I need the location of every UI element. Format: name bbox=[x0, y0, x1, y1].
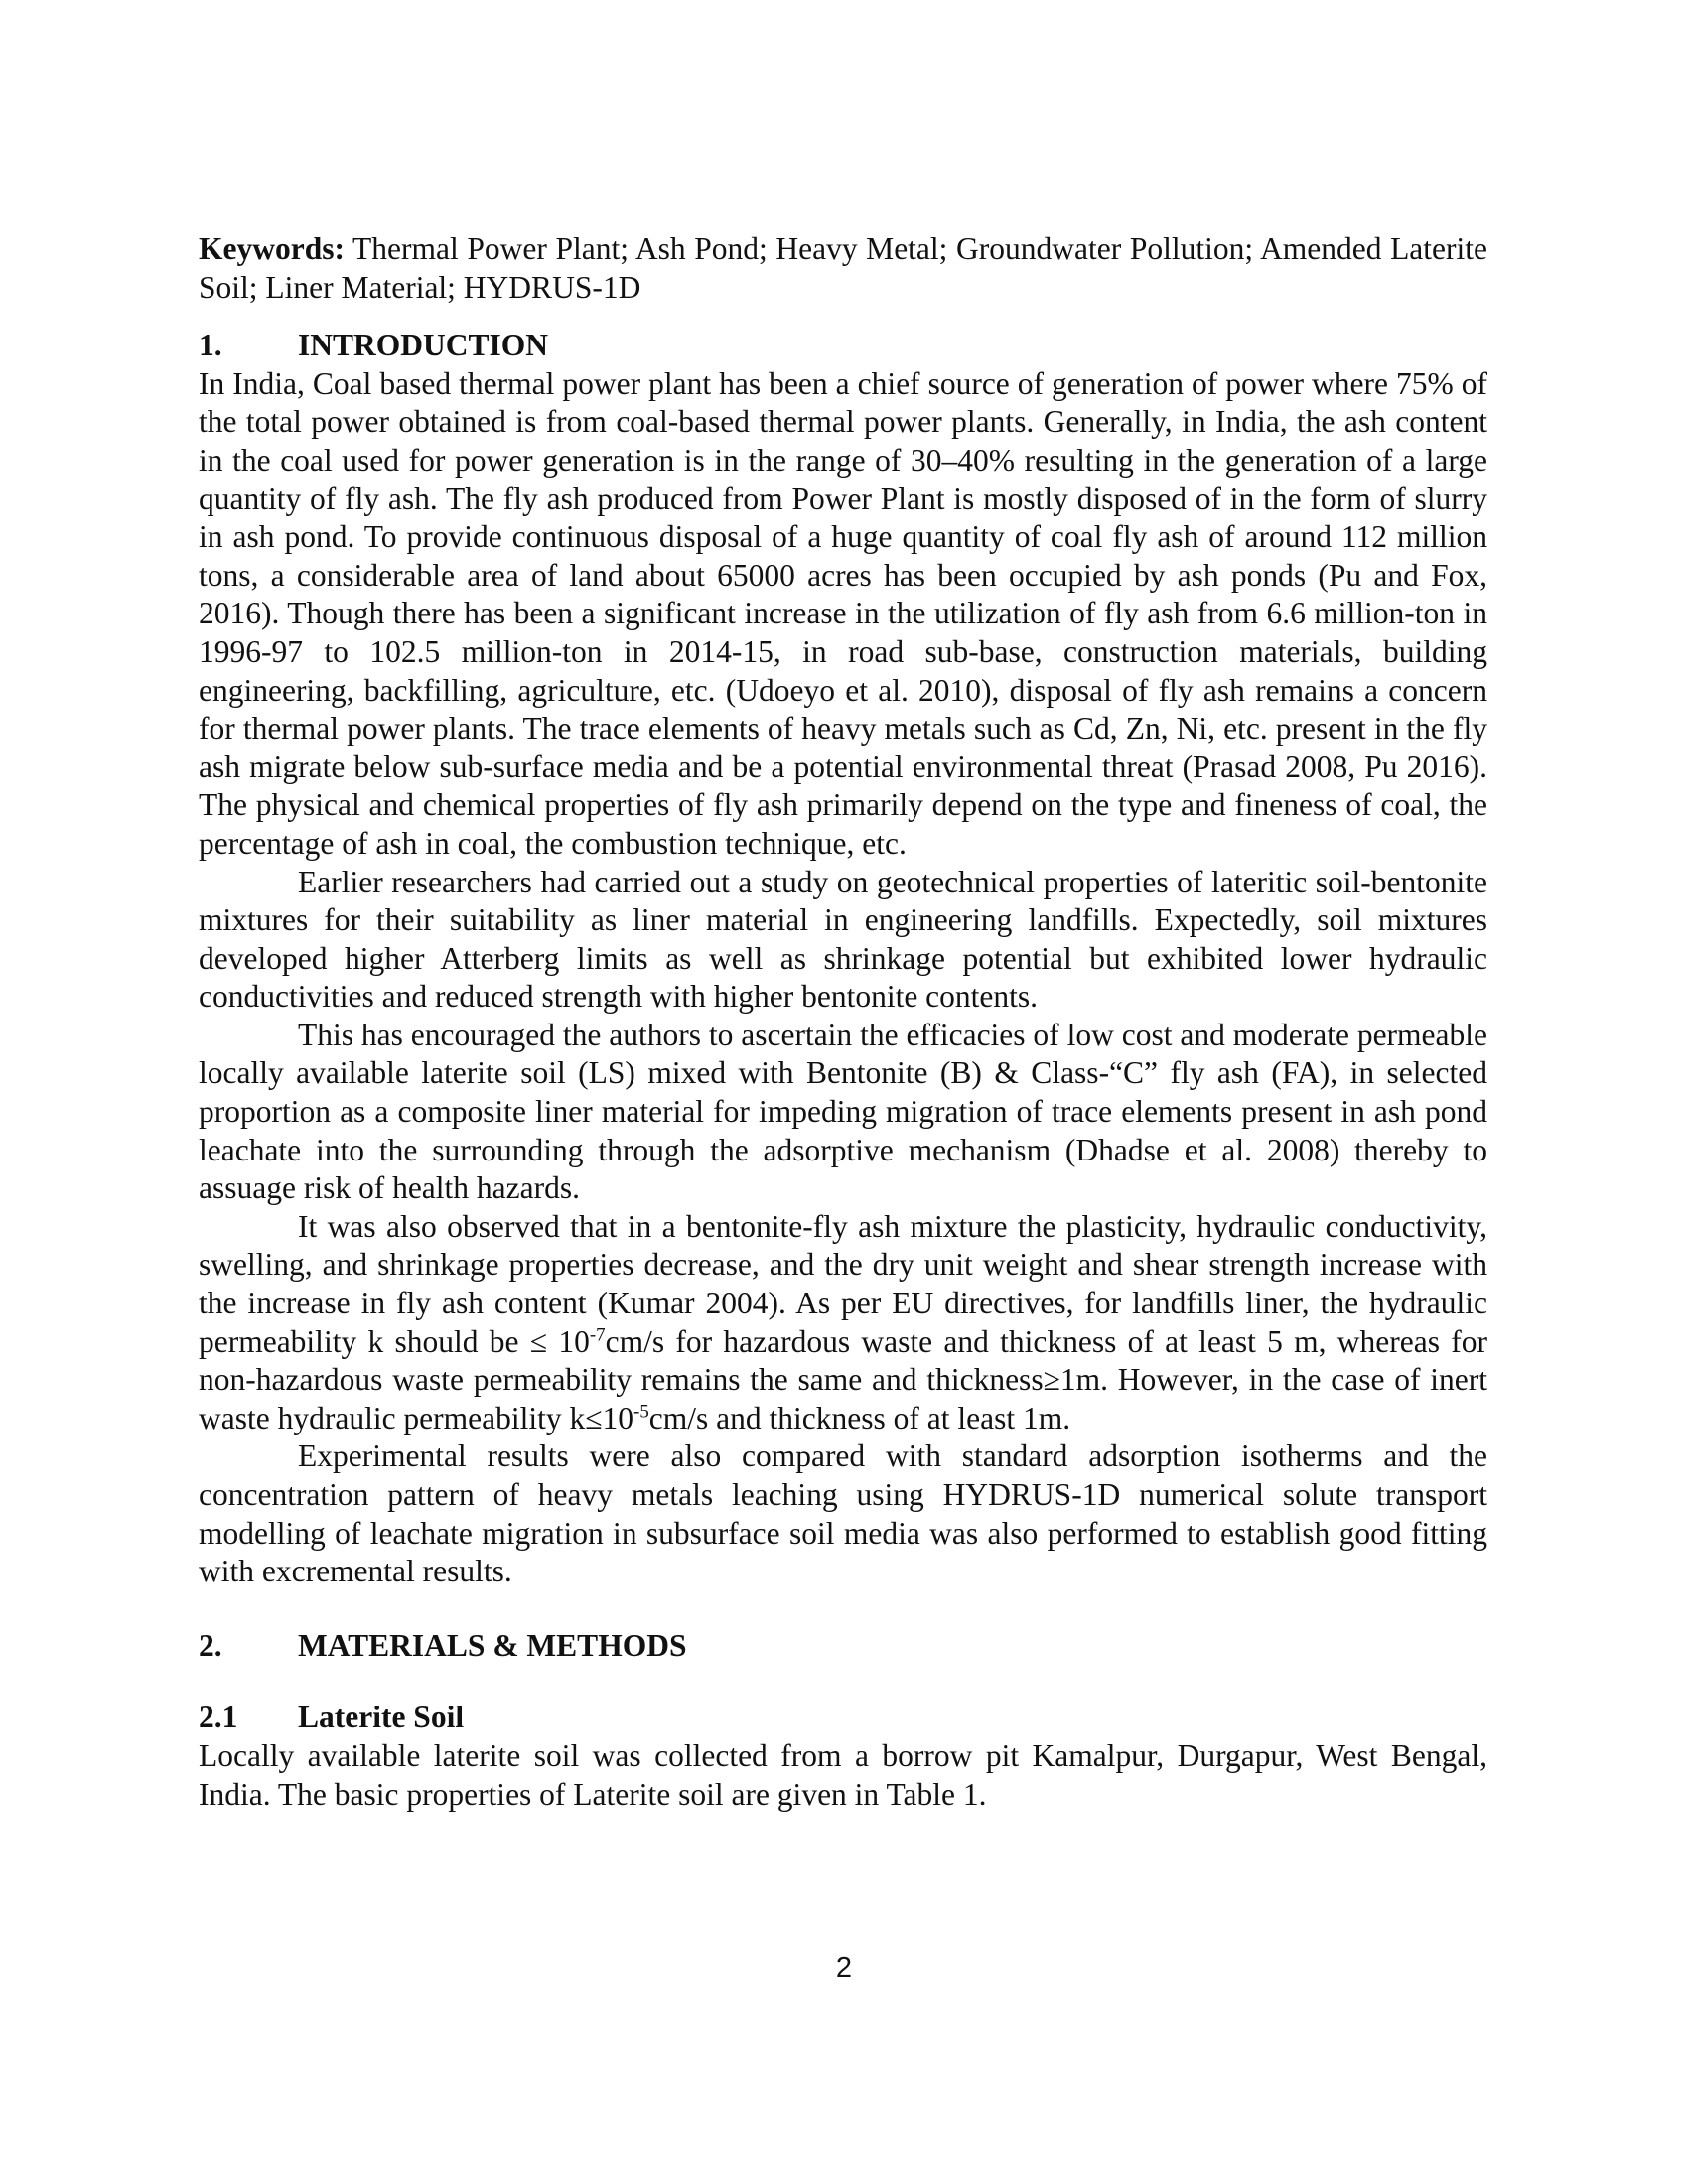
intro-paragraph-4 bbox=[199, 1208, 1487, 1438]
section-1-number: 1. bbox=[199, 328, 222, 363]
intro-paragraph-4-part2: cm/s for hazardous waste and thickness of at least 5 m, whereas for non-hazardous waste permeability remains the same and thickness≥1m. However, in the case of inert waste hydraulic permeability k≤10 bbox=[199, 1323, 1488, 1435]
keywords-label: Keywords: bbox=[199, 231, 345, 266]
keywords-paragraph bbox=[199, 230, 1487, 307]
section-1-title: INTRODUCTION bbox=[298, 328, 549, 363]
page-body bbox=[199, 230, 1487, 1814]
page-number: 2 bbox=[835, 1952, 853, 1983]
section-2-number: 2. bbox=[199, 1627, 222, 1663]
intro-paragraph-4-part3: cm/s and thickness of at least 1m. bbox=[648, 1400, 1071, 1435]
section-2-1-number: 2.1 bbox=[199, 1700, 238, 1735]
intro-paragraph-4-part1: It was also observed that in a bentonite-fly ash mixture the plasticity, hydraulic conductivity, swelling, and shrinkage properties decrease, and the dry unit weight and shear strength increase with the increase in fly ash content (Kumar 2004). As per EU directives, for landfills liner, the hydraulic permeability k should be ≤ 10 bbox=[199, 1208, 1487, 1359]
intro-paragraph-3: This has encouraged the authors to ascertain the efficacies of low cost and moderate permeable locally available laterite soil (LS) mixed with Bentonite (B) & Class-“C” fly ash (FA), in selected proportion as a composite liner material for impeding migration of trace elements present in ash pond leachate into the surrounding through the adsorptive mechanism (Dhadse et al. 2008) thereby to assuage risk of health hazards. bbox=[199, 1017, 1487, 1206]
section-2-1-title: Laterite Soil bbox=[298, 1700, 465, 1735]
section-2-title: MATERIALS & METHODS bbox=[298, 1627, 687, 1663]
laterite-soil-paragraph: Locally available laterite soil was collected from a borrow pit Kamalpur, Durgapur, West Bengal, India. The basic properties of Laterite soil are given in Table 1. bbox=[199, 1737, 1487, 1812]
section-1-heading bbox=[199, 327, 1487, 365]
section-2-heading bbox=[199, 1627, 1487, 1666]
permeability-exponent-2: -5 bbox=[633, 1401, 649, 1423]
keywords-text: Thermal Power Plant; Ash Pond; Heavy Metal; Groundwater Pollution; Amended Laterite Soil; Liner Material; HYDRUS-1D bbox=[199, 231, 1487, 305]
intro-paragraph-5: Experimental results were also compared with standard adsorption isotherms and the concentration pattern of heavy metals leaching using HYDRUS-1D numerical solute transport modelling of leachate migration in subsurface soil media was also performed to establish good fitting with excremental results. bbox=[199, 1438, 1487, 1589]
intro-paragraph-1: In India, Coal based thermal power plant has been a chief source of generation of power where 75% of the total power obtained is from coal-based thermal power plants. Generally, in India, the ash content in the coal used for power generation is in the range of 30–40% resulting in the generation of a large quantity of fly ash. The fly ash produced from Power Plant is mostly disposed of in the form of slurry in ash pond. To provide continuous disposal of a huge quantity of coal fly ash of around 112 million tons, a considerable area of land about 65000 acres has been occupied by ash ponds (Pu and Fox, 2016). Though there has been a significant increase in the utilization of fly ash from 6.6 million-ton in 1996-97 to 102.5 million-ton in 2014-15, in road sub-base, construction materials, building engineering, backfilling, agriculture, etc. (Udoeyo et al. 2010), disposal of fly ash remains a concern for thermal power plants. The trace elements of heavy metals such as Cd, Zn, Ni, etc. present in the fly ash migrate below sub-surface media and be a potential environmental threat (Prasad 2008, Pu 2016). The physical and chemical properties of fly ash primarily depend on the type and fineness of coal, the percentage of ash in coal, the combustion technique, etc. bbox=[199, 365, 1487, 861]
section-2-1-heading bbox=[199, 1699, 1487, 1737]
permeability-exponent-1: -7 bbox=[589, 1324, 606, 1346]
intro-paragraph-2: Earlier researchers had carried out a study on geotechnical properties of lateritic soil-bentonite mixtures for their suitability as liner material in engineering landfills. Expectedly, soil mixtures developed higher Atterberg limits as well as shrinkage potential but exhibited lower hydraulic conductivities and reduced strength with higher bentonite contents. bbox=[199, 864, 1487, 1015]
